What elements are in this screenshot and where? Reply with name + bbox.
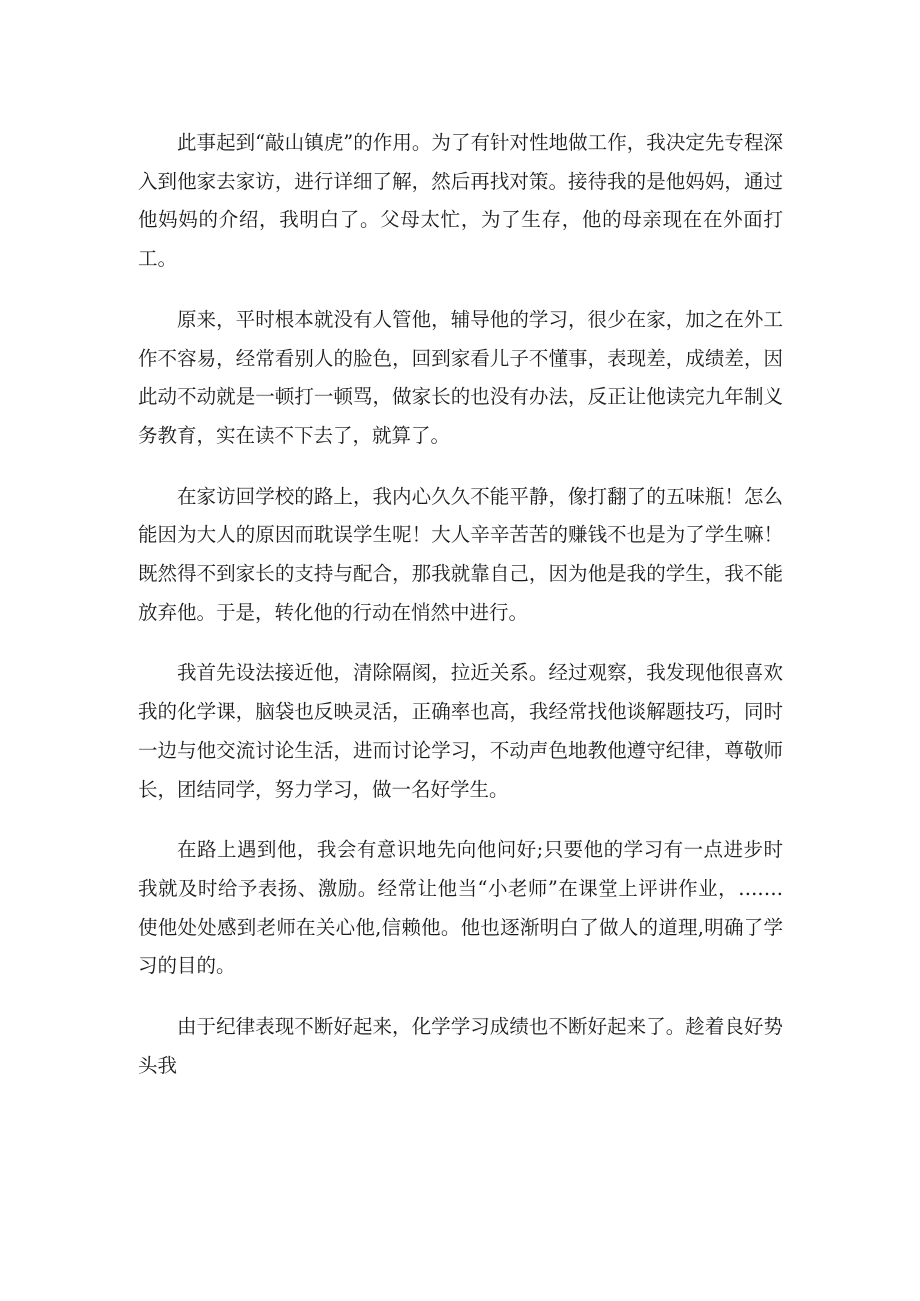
paragraph-reflection: 在家访回学校的路上，我内心久久不能平静，像打翻了的五味瓶！怎么能因为大人的原因而耽误学生呢！大人辛辛苦苦的赚钱不也是为了学生嘛！既然得不到家长的支持与配合，那我就靠自己，因为他是我的学生，我不能放弃他。于是，转化他的行动在悄然中进行。: [138, 484, 783, 624]
paragraph-family-situation: 原来，平时根本就没有人管他，辅导他的学习，很少在家，加之在外工作不容易，经常看别人的脸色，回到家看儿子不懂事，表现差，成绩差，因此动不动就是一顿打一顿骂，做家长的也没有办法，反正让他读完九年制义务教育，实在读不下去了，就算了。: [138, 307, 783, 447]
paragraph-approach: 我首先设法接近他，清除隔阂，拉近关系。经过观察，我发现他很喜欢我的化学课，脑袋也反映灵活，正确率也高，我经常找他谈解题技巧，同时一边与他交流讨论生活，进而讨论学习，不动声色地教他遵守纪律，尊敬师长，团结同学，努力学习，做一名好学生。: [138, 661, 783, 801]
paragraph-improvement: 由于纪律表现不断好起来，化学学习成绩也不断好起来了。趁着良好势头我: [138, 1015, 783, 1077]
paragraph-encouragement: 在路上遇到他，我会有意识地先向他问好;只要他的学习有一点进步时我就及时给予表扬、激励。经常让他当“小老师”在课堂上评讲作业，‥.….使他处处感到老师在关心他,信赖他。他也逐渐明白了做人的道理,明确了学习的目的。: [138, 838, 783, 978]
document-body: [138, 124, 783, 1107]
paragraph-home-visit: 此事起到“敲山镇虎”的作用。为了有针对性地做工作，我决定先专程深入到他家去家访，进行详细了解，然后再找对策。接待我的是他妈妈，通过他妈妈的介绍，我明白了。父母太忙，为了生存，他的母亲现在在外面打工。: [138, 131, 783, 271]
